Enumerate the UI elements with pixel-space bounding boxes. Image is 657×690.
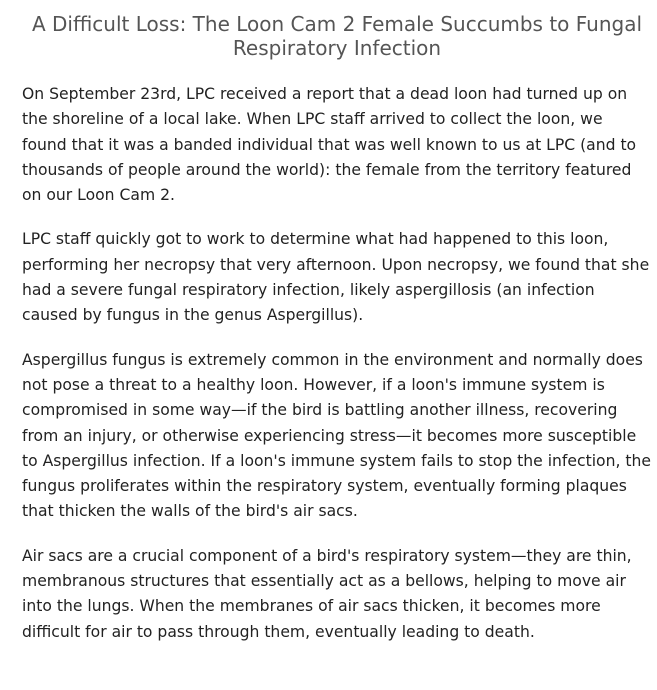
article-paragraph: Aspergillus fungus is extremely common in the environment and normally does not pose a threat to a healthy loon. However, if a loon's immune system is compromised in some way—if the bird is battling another illness, recovering from an injury, or otherwise experiencing stress—it becomes more susceptible to Aspergillus infection. If a loon's immune system fails to stop the infection, the fungus proliferates within the respiratory system, eventually forming plaques that thicken the walls of the bird's air sacs. <box>22 350 651 521</box>
article <box>22 12 652 664</box>
article-paragraph: LPC staff quickly got to work to determine what had happened to this loon, performing her necropsy that very afternoon. Upon necropsy, we found that she had a severe fungal respiratory infection, likely aspergillosis (an infection caused by fungus in the genus Aspergillus). <box>22 230 650 325</box>
article-title: A Difficult Loss: The Loon Cam 2 Female Succumbs to Fungal Respiratory Infection <box>31 12 643 60</box>
article-paragraph: On September 23rd, LPC received a report that a dead loon had turned up on the shoreline of a local lake. When LPC staff arrived to collect the loon, we found that it was a banded individual that was well known to us at LPC (and to thousands of people around the world): the female from the territory featured on our Loon Cam 2. <box>22 85 637 205</box>
article-paragraph: Air sacs are a crucial component of a bird's respiratory system—they are thin, membranous structures that essentially act as a bellows, helping to move air into the lungs. When the membranes of air sacs thicken, it becomes more difficult for air to pass through them, eventually leading to death. <box>22 546 632 641</box>
